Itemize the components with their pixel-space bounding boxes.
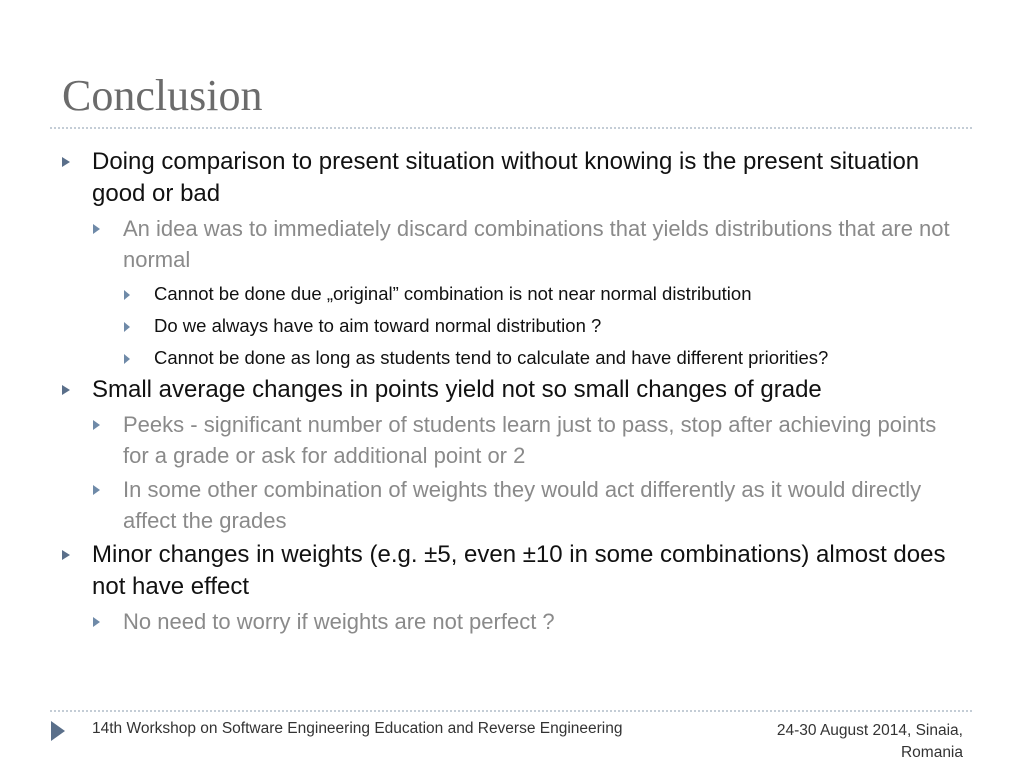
sub-sub-bullet-text: Cannot be done as long as students tend to calculate and have different priorities? [154, 347, 829, 368]
sub-bullet-item [93, 213, 962, 275]
triangle-right-icon [93, 617, 100, 627]
triangle-right-icon [93, 485, 100, 495]
sub-bullet-item [93, 606, 962, 637]
sub-bullet-item [93, 474, 962, 536]
bullet-item [62, 539, 962, 603]
sub-bullet-text: An idea was to immediately discard combinations that yields distributions that are not normal [123, 216, 950, 272]
bullet-text: Minor changes in weights (e.g. ±5, even ±10 in some combinations) almost does not have effect [92, 541, 946, 600]
triangle-right-icon [124, 290, 130, 300]
bullet-list [62, 143, 962, 637]
footer-date-location: 24-30 August 2014, Sinaia, Romania [776, 722, 963, 761]
footer-divider [50, 710, 972, 712]
title-divider [50, 127, 972, 129]
triangle-right-icon [124, 322, 130, 332]
bullet-text: Small average changes in points yield not so small changes of grade [92, 376, 822, 403]
bullet-item [62, 374, 962, 406]
sub-sub-bullet-text: Do we always have to aim toward normal distribution ? [154, 315, 602, 336]
sub-bullet-text: Peeks - significant number of students learn just to pass, stop after achieving points for a grade or ask for additional point or 2 [123, 412, 937, 468]
sub-bullet-text: In some other combination of weights they would act differently as it would directly affect the grades [123, 477, 922, 533]
bullet-text: Doing comparison to present situation without knowing is the present situation good or bad [92, 148, 920, 207]
sub-bullet-item [93, 409, 962, 471]
sub-sub-bullet-item [124, 313, 962, 339]
triangle-right-icon [93, 224, 100, 234]
sub-bullet-text: No need to worry if weights are not perfect ? [123, 609, 555, 634]
bullet-item [62, 146, 962, 210]
sub-sub-bullet-item [124, 281, 962, 307]
triangle-right-icon [62, 385, 70, 395]
triangle-right-icon [62, 550, 70, 560]
triangle-right-icon [62, 157, 70, 167]
footer-workshop: 14th Workshop on Software Engineering Education and Reverse Engineering [92, 720, 623, 737]
triangle-right-icon [124, 354, 130, 364]
sub-sub-bullet-text: Cannot be done due „original” combination is not near normal distribution [154, 283, 752, 304]
slide-title: Conclusion [62, 71, 263, 120]
triangle-right-icon [93, 420, 100, 430]
sub-sub-bullet-item [124, 345, 962, 371]
triangle-right-icon [51, 721, 65, 741]
